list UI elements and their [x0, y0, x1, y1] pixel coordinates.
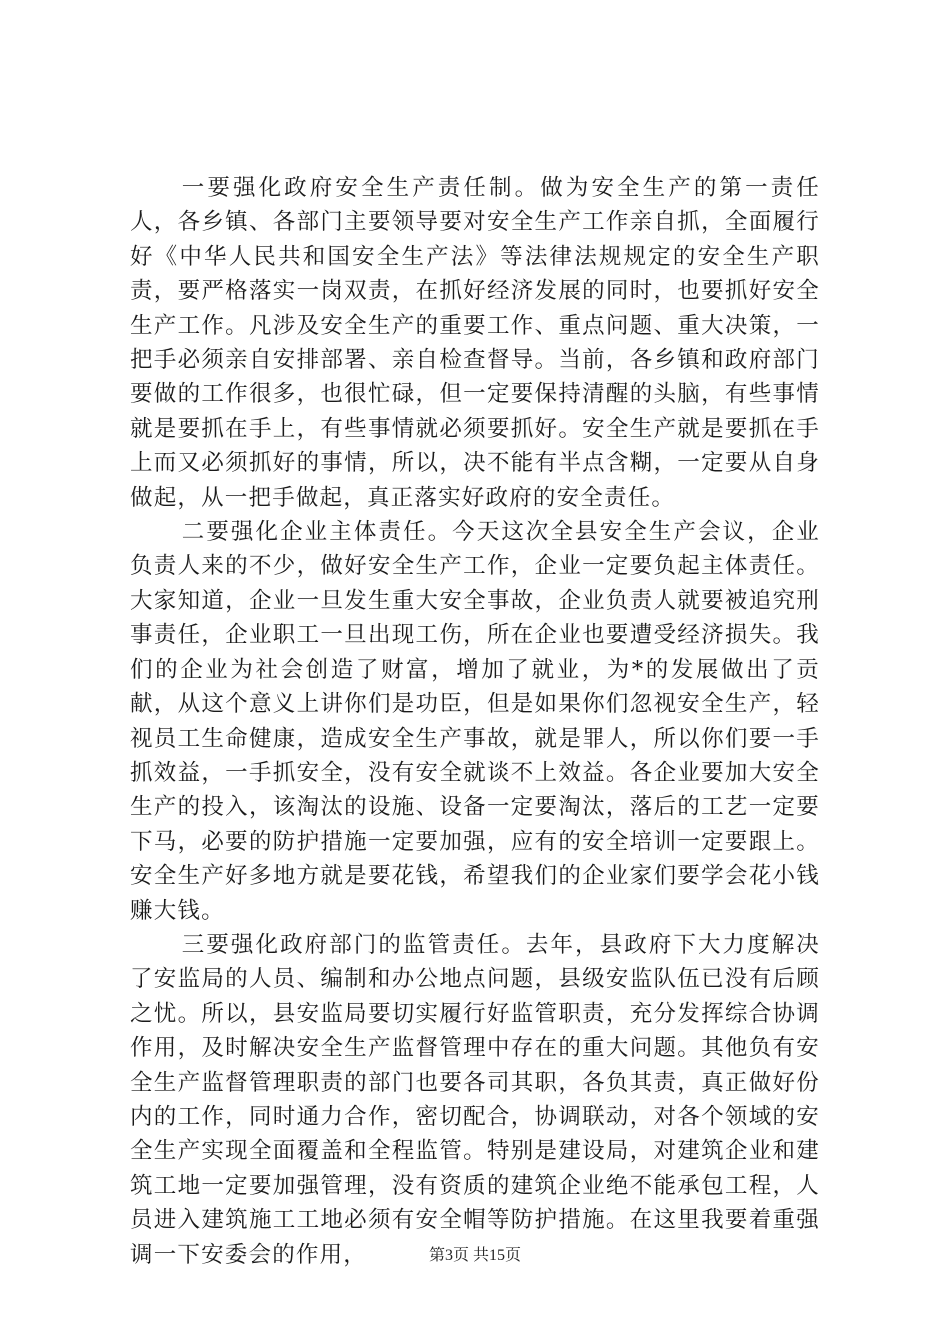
document-body — [130, 171, 820, 1272]
paragraph-2: 二要强化企业主体责任。今天这次全县安全生产会议，企业负责人来的不少，做好安全生产工作，企业一定要负起主体责任。大家知道，企业一旦发生重大安全事故，企业负责人就要被追究刑事责任，企业职工一旦出现工伤，所在企业也要遭受经济损失。我们的企业为社会创造了财富，增加了就业，为*的发展做出了贡献，从这个意义上讲你们是功臣，但是如果你们忽视安全生产，轻视员工生命健康，造成安全生产事故，就是罪人，所以你们要一手抓效益，一手抓安全，没有安全就谈不上效益。各企业要加大安全生产的投入，该淘汰的设施、设备一定要淘汰，落后的工艺一定要下马，必要的防护措施一定要加强，应有的安全培训一定要跟上。安全生产好多地方就是要花钱，希望我们的企业家们要学会花小钱赚大钱。 — [130, 519, 820, 924]
paragraph-3: 三要强化政府部门的监管责任。去年，县政府下大力度解决了安监局的人员、编制和办公地点问题，县级安监队伍已没有后顾之忧。所以，县安监局要切实履行好监管职责，充分发挥综合协调作用，及时解决安全生产监督管理中存在的重大问题。其他负有安全生产监督管理职责的部门也要各司其职，各负其责，真正做好份内的工作，同时通力合作，密切配合，协调联动，对各个领域的安全生产实现全面覆盖和全程监管。特别是建设局，对建筑企业和建筑工地一定要加强管理，没有资质的建筑企业绝不能承包工程，人员进入建筑施工工地必须有安全帽等防护措施。在这里我要着重强调一下安委会的作用， — [130, 931, 820, 1268]
page-number-footer: 第3页 共15页 — [428, 1247, 521, 1264]
paragraph-1: 一要强化政府安全生产责任制。做为安全生产的第一责任人，各乡镇、各部门主要领导要对安全生产工作亲自抓，全面履行好《中华人民共和国安全生产法》等法律法规规定的安全生产职责，要严格落实一岗双责，在抓好经济发展的同时，也要抓好安全生产工作。凡涉及安全生产的重要工作、重点问题、重大决策，一把手必须亲自安排部署、亲自检查督导。当前，各乡镇和政府部门要做的工作很多，也很忙碌，但一定要保持清醒的头脑，有些事情就是要抓在手上，有些事情就必须要抓好。安全生产就是要抓在手上而又必须抓好的事情，所以，决不能有半点含糊，一定要从自身做起，从一把手做起，真正落实好政府的安全责任。 — [130, 175, 820, 511]
